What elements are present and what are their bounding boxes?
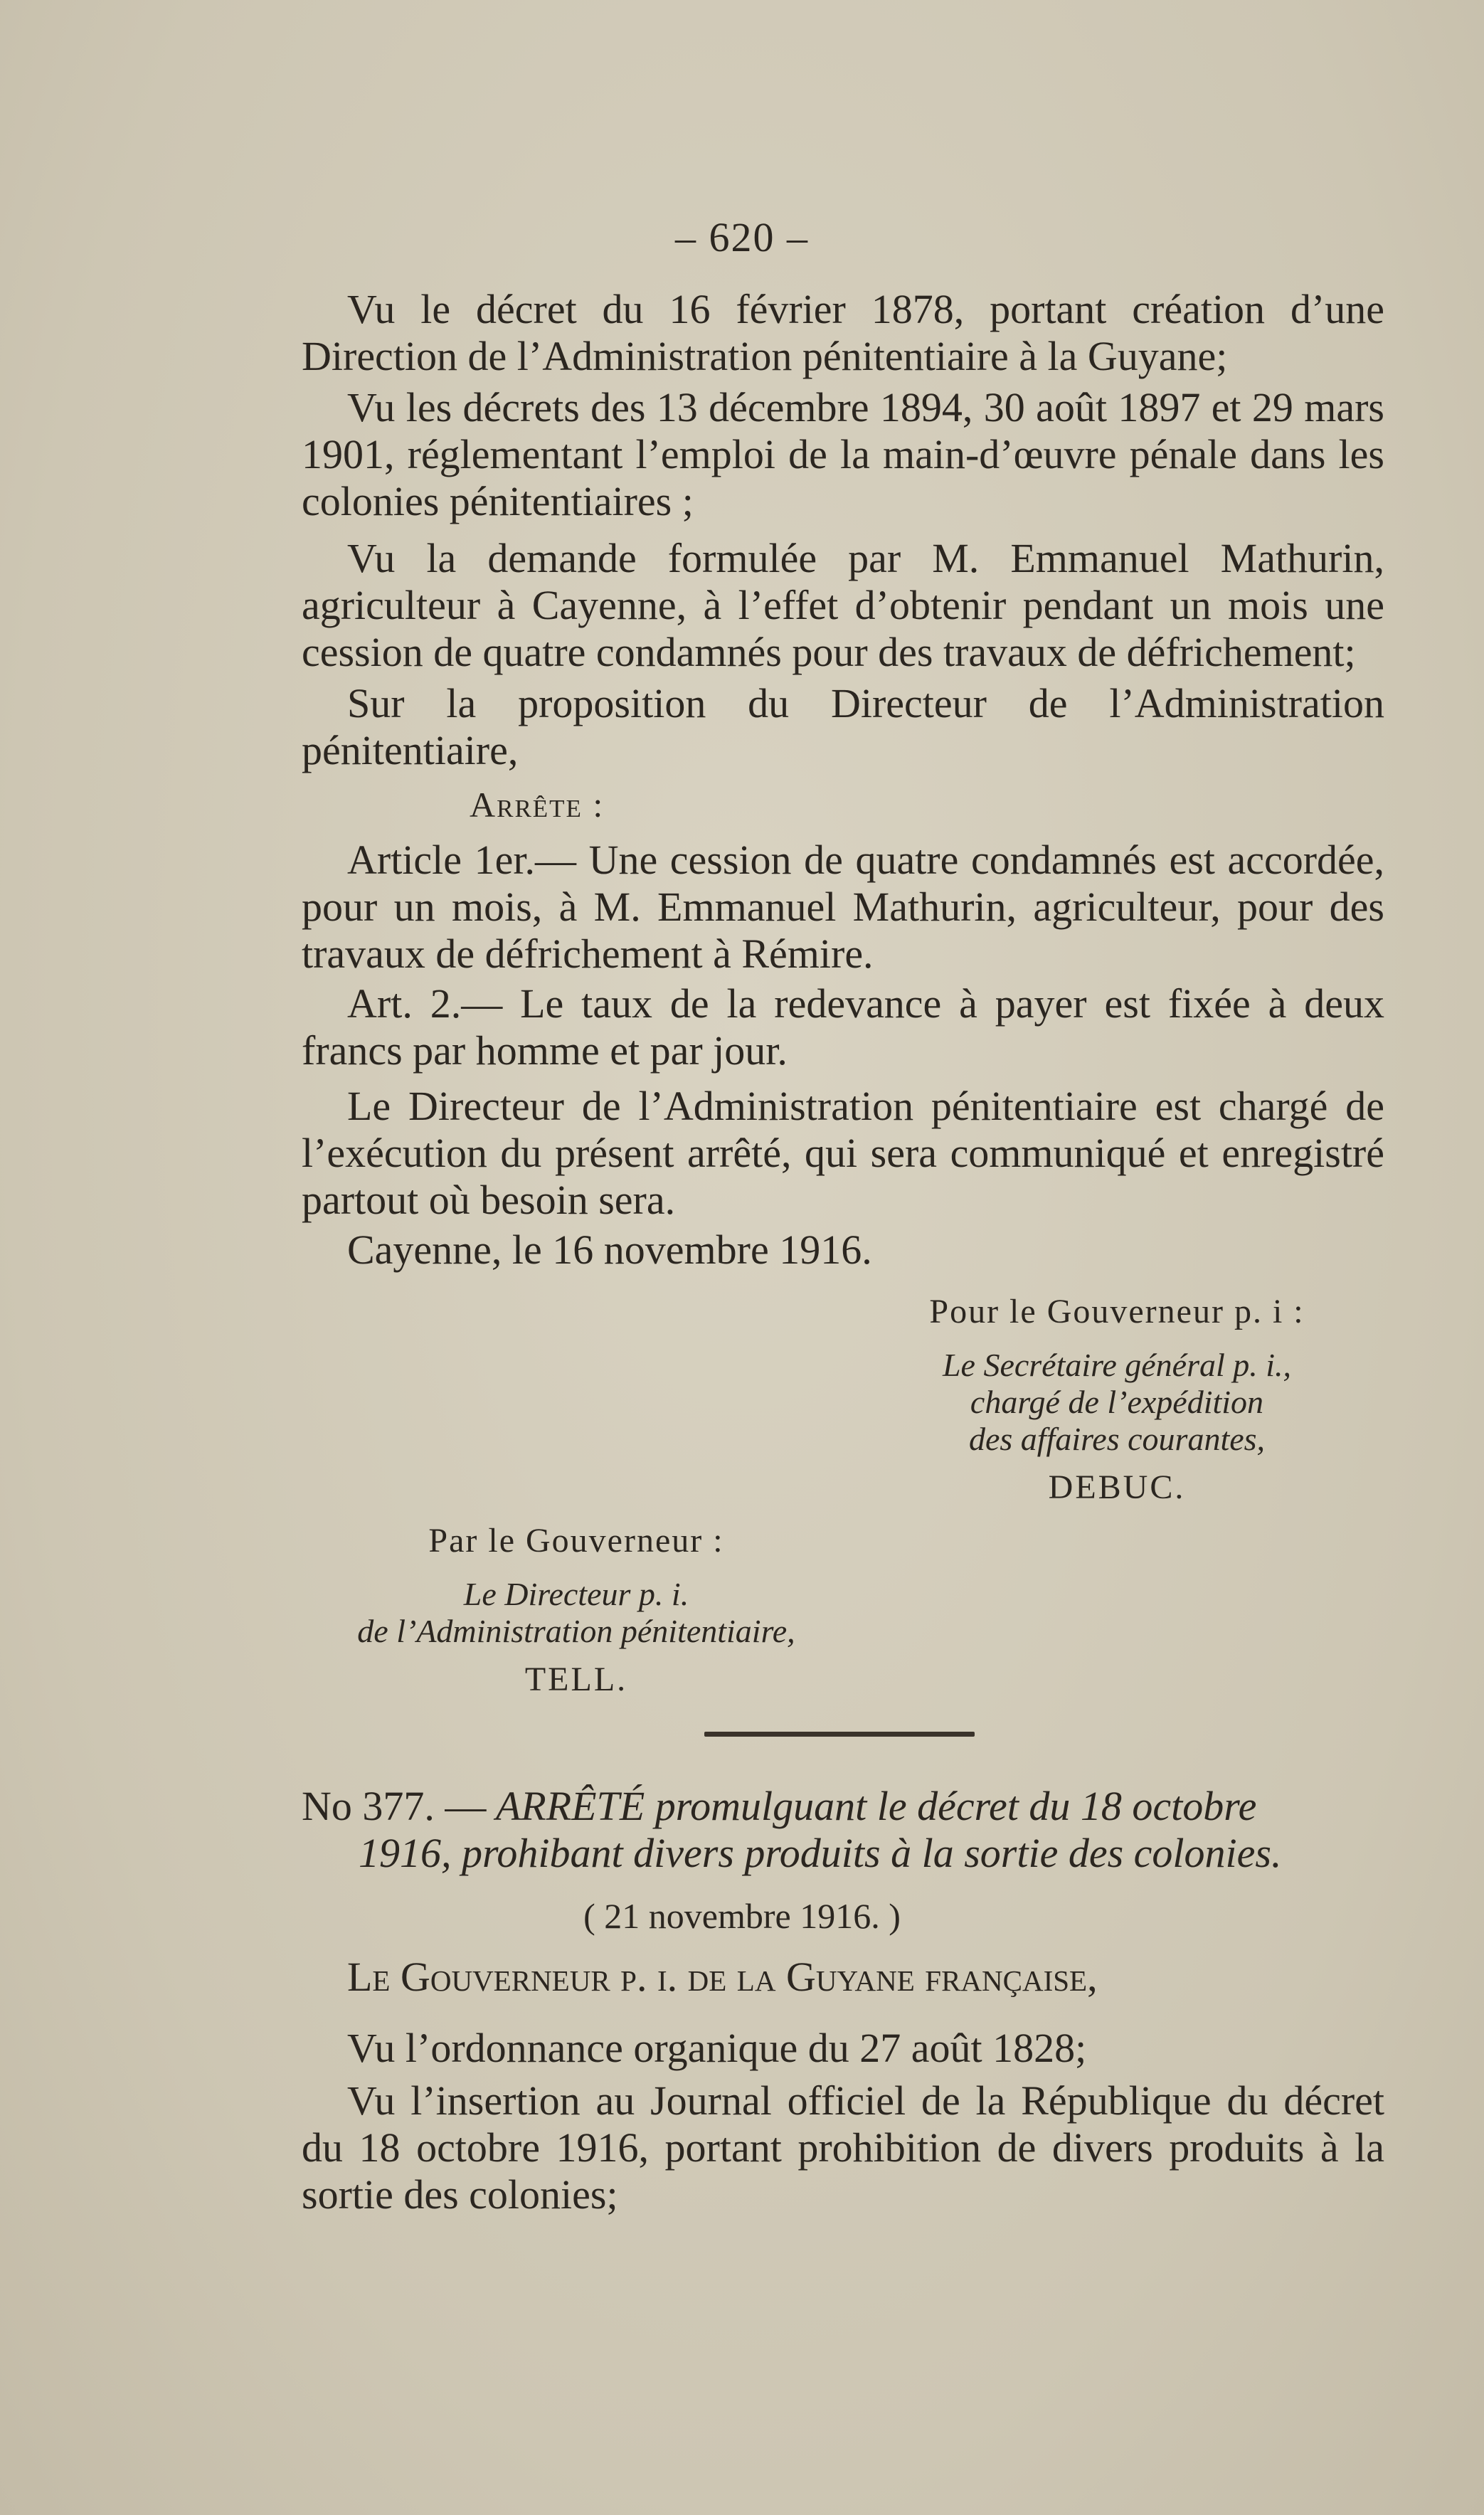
signature-left-name: TELL.	[524, 1661, 628, 1698]
signature-left-title: de l’Administration pénitentiaire,	[357, 1613, 795, 1649]
paragraph-gouverneur: Le Gouverneur p. i. de la Guyane française,	[347, 1954, 1098, 2000]
decree-title-line2: 1916, prohibant divers produits à la sortie des colonies.	[359, 1830, 1282, 1876]
signature-right-title: des affaires courantes,	[968, 1421, 1266, 1457]
signature-left	[299, 1521, 854, 1699]
decree-title	[302, 1783, 1384, 1877]
signature-right-line1: Pour le Gouverneur p. i :	[929, 1293, 1305, 1330]
paragraph-article-1: Article 1er.— Une cession de quatre condamnés est accordée, pour un mois, à M. Emmanuel Mathurin, agriculteur, pour des travaux de défrichement à Rémire.	[302, 837, 1384, 977]
paragraph-demande: Vu la demande formulée par M. Emmanuel Mathurin, agriculteur à Cayenne, à l’effet d’obtenir pendant un mois une cession de quatre condamnés pour des travaux de défrichement;	[302, 535, 1384, 675]
decree-date: ( 21 novembre 1916. )	[583, 1896, 901, 1936]
paragraph-insertion: Vu l’insertion au Journal officiel de la République du décret du 18 octobre 1916, portant prohibition de divers produits à la sortie des colonies;	[302, 2077, 1384, 2218]
paragraph-decrets-1894: Vu les décrets des 13 décembre 1894, 30 août 1897 et 29 mars 1901, réglementant l’emploi de la main-d’œuvre pénale dans les colonies pénitentiaires ;	[302, 384, 1384, 524]
arrete-heading: Arrête :	[470, 785, 605, 825]
paragraph-directeur-charge: Le Directeur de l’Administration pénitentiaire est chargé de l’exécution du présent arrêté, qui sera communiqué et enregistré partout où besoin sera.	[302, 1083, 1384, 1223]
paragraph-decret-1878: Vu le décret du 16 février 1878, portant création d’une Direction de l’Administration pénitentiaire à la Guyane;	[302, 286, 1384, 379]
decree-title-line1: ARRÊTÉ promulguant le décret du 18 octobre	[495, 1783, 1257, 1829]
page-number: – 620 –	[675, 214, 809, 260]
paragraph-article-2: Art. 2.— Le taux de la redevance à payer est fixée à deux francs par homme et par jour.	[302, 980, 1384, 1074]
signature-left-line1: Par le Gouverneur :	[428, 1522, 724, 1560]
paragraph-ordonnance: Vu l’ordonnance organique du 27 août 1828;	[347, 2025, 1087, 2071]
signature-right-name: DEBUC.	[1048, 1468, 1186, 1506]
signature-left-title: Le Directeur p. i.	[463, 1576, 689, 1612]
paragraph-date-lieu: Cayenne, le 16 novembre 1916.	[347, 1227, 872, 1273]
paragraph-proposition: Sur la proposition du Directeur de l’Administration pénitentiaire,	[302, 680, 1384, 773]
section-divider	[704, 1732, 975, 1737]
decree-number: No 377. —	[302, 1783, 487, 1829]
signature-right-title: chargé de l’expédition	[970, 1384, 1264, 1420]
signature-right-title: Le Secrétaire général p. i.,	[942, 1347, 1292, 1383]
signature-right	[882, 1292, 1352, 1507]
